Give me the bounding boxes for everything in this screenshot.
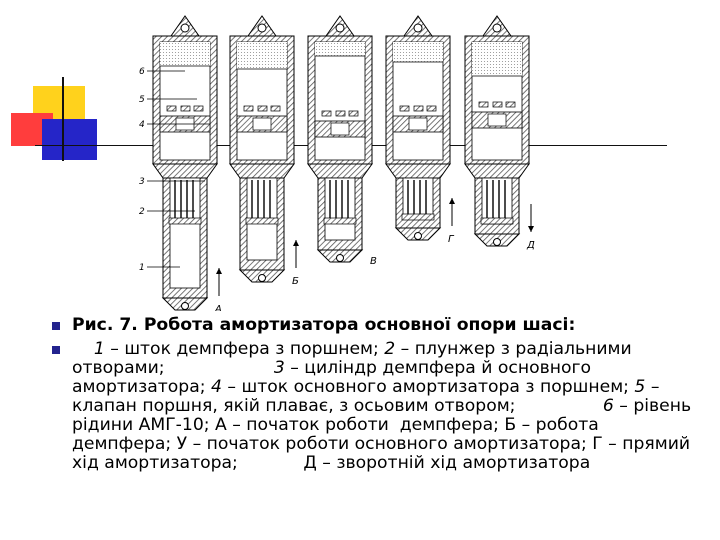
bullet-icon — [52, 346, 60, 354]
valve-part — [349, 111, 358, 116]
valve-part — [244, 106, 253, 111]
piston-bore — [331, 123, 349, 135]
valve-part — [167, 106, 176, 111]
legend-num-1: 1 — [93, 339, 105, 359]
valve-part — [493, 102, 502, 107]
valve-part — [322, 111, 331, 116]
callout-number: 2 — [139, 207, 145, 217]
caption-legend — [72, 339, 697, 473]
valve-part — [181, 106, 190, 111]
legend-text-1: – шток демпфера з поршнем; — [104, 339, 385, 359]
damper-piston — [402, 214, 434, 220]
figure-caption — [52, 315, 697, 473]
callout-number: 1 — [139, 263, 145, 273]
legend-text-2: – плунжер з радіальними отворами; — [72, 339, 638, 378]
lower-eye-hole — [337, 255, 344, 262]
gas-area — [393, 42, 443, 62]
lower-eye-hole — [415, 233, 422, 240]
arrow-head — [449, 198, 455, 204]
gas-area — [472, 42, 522, 76]
legend-num-2: 2 — [384, 339, 396, 359]
damper-piston — [481, 218, 513, 224]
arrow-head — [293, 240, 299, 246]
valve-part — [414, 106, 423, 111]
damper-piston — [169, 218, 201, 224]
stage-label: В — [370, 256, 377, 267]
callout-number: 4 — [139, 120, 145, 130]
arrow-head — [216, 268, 222, 274]
arrow-head — [528, 226, 534, 232]
bullet-icon — [52, 322, 60, 330]
gas-area — [237, 42, 287, 69]
taper — [308, 164, 372, 178]
valve-part — [258, 106, 267, 111]
decor-blue-square — [42, 119, 97, 160]
taper — [230, 164, 294, 178]
eye-hole — [336, 24, 344, 32]
callout-number: 6 — [139, 67, 145, 77]
stage-label: Б — [292, 276, 299, 287]
absorber-unit — [386, 16, 455, 240]
lower-eye-hole — [259, 275, 266, 282]
eye-hole — [493, 24, 501, 32]
legend-text-3: – циліндр демпфера й основного амортизатора; — [72, 358, 597, 397]
stage-label: Г — [448, 234, 454, 245]
decor-vertical-line — [62, 77, 64, 161]
absorber-unit — [465, 16, 534, 246]
gas-area — [160, 42, 210, 66]
lower-eye-hole — [182, 303, 189, 310]
shock-absorber-diagram — [135, 6, 680, 311]
damper-piston — [324, 218, 356, 224]
valve-part — [400, 106, 409, 111]
legend-num-6: 6 — [602, 396, 614, 416]
callout-number: 5 — [139, 95, 145, 105]
absorber-unit — [153, 16, 222, 310]
absorber-unit — [308, 16, 372, 262]
lower-eye-hole — [494, 239, 501, 246]
piston-bore — [488, 114, 506, 126]
caption-title: Рис. 7. Робота амортизатора основної опори шасі: — [72, 315, 576, 335]
legend-text-6: – рівень рідини АМГ-10; А – початок роботи демпфера; Б – робота демпфера; У – початок роботи основного амортизатора; Г – прямий хід амортизатора; Д – зворотній хід амортизатора — [72, 396, 697, 473]
absorber-unit — [230, 16, 299, 282]
valve-part — [479, 102, 488, 107]
stage-label: А — [215, 304, 222, 311]
chamber — [315, 42, 365, 160]
valve-part — [194, 106, 203, 111]
valve-part — [336, 111, 345, 116]
piston-bore — [253, 118, 271, 130]
legend-text-5: – клапан поршня, якій плаває, з осьовим отвором; — [72, 377, 665, 416]
gas-area — [315, 42, 365, 56]
legend-text-4: – шток основного амортизатора з поршнем; — [221, 377, 635, 397]
taper — [153, 164, 217, 178]
valve-part — [506, 102, 515, 107]
valve-part — [427, 106, 436, 111]
piston-bore — [409, 118, 427, 130]
valve-part — [271, 106, 280, 111]
taper — [386, 164, 450, 178]
eye-hole — [258, 24, 266, 32]
callout-number: 3 — [139, 177, 145, 187]
eye-hole — [414, 24, 422, 32]
caption-title-row — [52, 316, 692, 335]
legend-num-4: 4 — [211, 377, 222, 397]
caption-legend-row — [52, 339, 697, 473]
legend-num-3: 3 — [273, 358, 285, 378]
eye-hole — [181, 24, 189, 32]
damper-piston — [246, 218, 278, 224]
legend-num-5: 5 — [634, 377, 646, 397]
taper — [465, 164, 529, 178]
stage-label: Д — [527, 240, 535, 251]
